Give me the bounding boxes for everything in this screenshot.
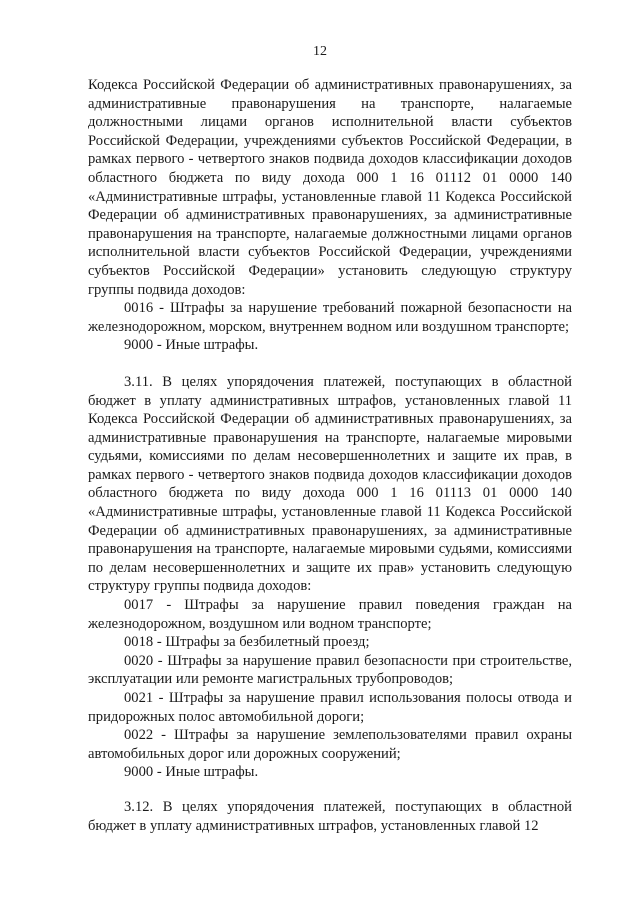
list-item: 9000 - Иные штрафы. (124, 337, 259, 354)
section-3-12: 3.12. В целях упорядочения платежей, поступающих в областной бюджет в уплату административных штрафов, установленных главой 12 (88, 798, 572, 834)
page-number: 12 (313, 44, 327, 59)
list-item: 0018 - Штрафы за безбилетный проезд; (124, 634, 370, 651)
document-body (88, 76, 572, 835)
list-item: 0016 - Штрафы за нарушение требований пожарной безопасности на железнодорожном, морском, внутреннем водном или воздушном транспорте; (88, 300, 572, 335)
list-item: 0022 - Штрафы за нарушение землепользователями правил охраны автомобильных дорог или дорожных сооружений; (88, 727, 572, 762)
paragraph-continuation: Кодекса Российской Федерации об административных правонарушениях, за административные правонарушения на транспорте, налагаемые должностными лицами органов исполнительной власти субъектов Российской Федерации, учреждениями субъектов Российской Федерации, в рамках первого - четвертого знаков подвида доходов классификации доходов областного бюджета по виду дохода 000 1 16 01112 01 0000 140 «Административные штрафы, установленные главой 11 Кодекса Российской Федерации об административных правонарушениях, за административные правонарушения на транспорте, налагаемые должностными лицами органов исполнительной власти субъектов Российской Федерации, учреждениями субъектов Российской Федерации» установить следующую структуру группы подвида доходов: (88, 77, 572, 298)
list-item: 0021 - Штрафы за нарушение правил использования полосы отвода и придорожных полос автомобильной дороги; (88, 690, 572, 725)
list-item: 0020 - Штрафы за нарушение правил безопасности при строительстве, эксплуатации или ремонте магистральных трубопроводов; (88, 652, 572, 688)
section-3-11: 3.11. В целях упорядочения платежей, поступающих в областной бюджет в уплату административных штрафов, установленных главой 11 Кодекса Российской Федерации об административных правонарушениях, за административные правонарушения на транспорте, налагаемые мировыми судьями, комиссиями по делам несовершеннолетних и защите их прав, в рамках первого - четвертого знаков подвида доходов классификации доходов областного бюджета по виду дохода 000 1 16 01113 01 0000 140 «Административные штрафы, установленные главой 11 Кодекса Российской Федерации об административных правонарушениях, за административные правонарушения на транспорте, налагаемые мировыми судьями, комиссиями по делам несовершеннолетних и защите их прав» установить следующую структуру группы подвида доходов: (88, 373, 572, 595)
list-item: 9000 - Иные штрафы. (124, 764, 259, 781)
list-item: 0017 - Штрафы за нарушение правил поведения граждан на железнодорожном, воздушном или водном транспорте; (88, 597, 572, 632)
